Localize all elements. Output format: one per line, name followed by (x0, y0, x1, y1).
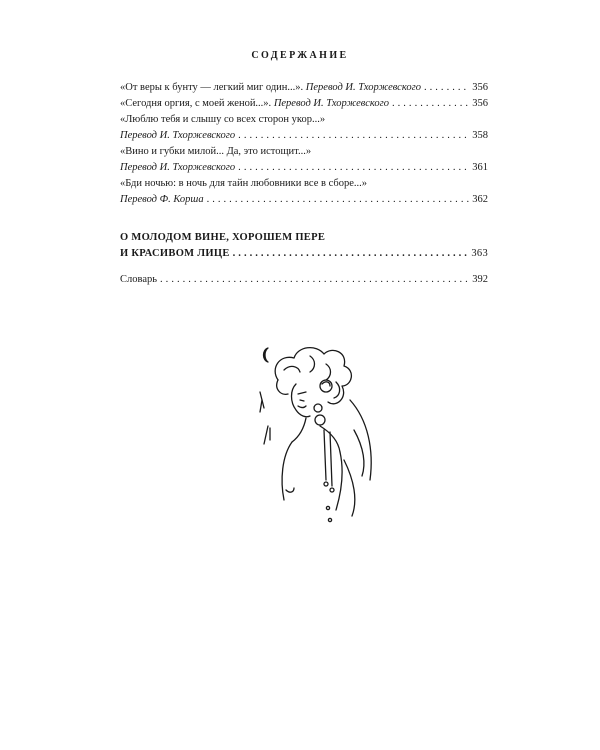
entry-title: «От веры к бунту — легкий миг один...». (120, 82, 304, 93)
entry-translator: Перевод И. Тхоржевского (120, 162, 236, 173)
leader-dots (238, 128, 469, 144)
entry-translator: Перевод Ф. Корша (120, 194, 204, 205)
leader-dots (233, 246, 469, 262)
leader-dots (424, 80, 469, 96)
toc-entry[interactable] (120, 192, 488, 208)
table-of-contents (120, 80, 488, 288)
toc-entry[interactable] (120, 128, 488, 144)
leader-dots (160, 272, 469, 288)
entry-title[interactable]: «Бди ночью: в ночь для тайн любовники все в сборе...» (120, 178, 367, 189)
toc-dictionary[interactable] (120, 272, 488, 288)
leader-dots (207, 192, 470, 208)
page-title: СОДЕРЖАНИЕ (251, 50, 349, 61)
section-title-line2: И КРАСИВОМ ЛИЦЕ (120, 248, 230, 259)
dictionary-label: Словарь (120, 274, 158, 285)
toc-entry[interactable] (120, 80, 488, 96)
entry-page: 356 (472, 82, 488, 93)
entry-title[interactable]: «Люблю тебя и слышу со всех сторон укор...» (120, 114, 326, 125)
entry-page: 361 (472, 162, 488, 173)
section-title-line1: О МОЛОДОМ ВИНЕ, ХОРОШЕМ ПЕРЕ (120, 232, 326, 243)
toc-section[interactable] (120, 230, 488, 262)
entry-translator: Перевод И. Тхоржевского (273, 98, 389, 109)
entry-page: 362 (472, 194, 488, 205)
toc-entry[interactable] (120, 96, 488, 112)
toc-entry[interactable] (120, 160, 488, 176)
leader-dots (238, 160, 469, 176)
entry-title: «Сегодня оргия, с моей женой...». (120, 98, 272, 109)
dictionary-page: 392 (472, 274, 488, 285)
entry-title[interactable]: «Вино и губки милой... Да, это истощит...» (120, 146, 312, 157)
woman-sketch-illustration (240, 340, 390, 550)
section-page: 363 (471, 248, 488, 259)
leader-dots (392, 96, 469, 112)
entry-page: 356 (472, 98, 488, 109)
entry-page: 358 (472, 130, 488, 141)
entry-translator: Перевод И. Тхоржевского (120, 130, 236, 141)
entry-translator: Перевод И. Тхоржевского (305, 82, 421, 93)
